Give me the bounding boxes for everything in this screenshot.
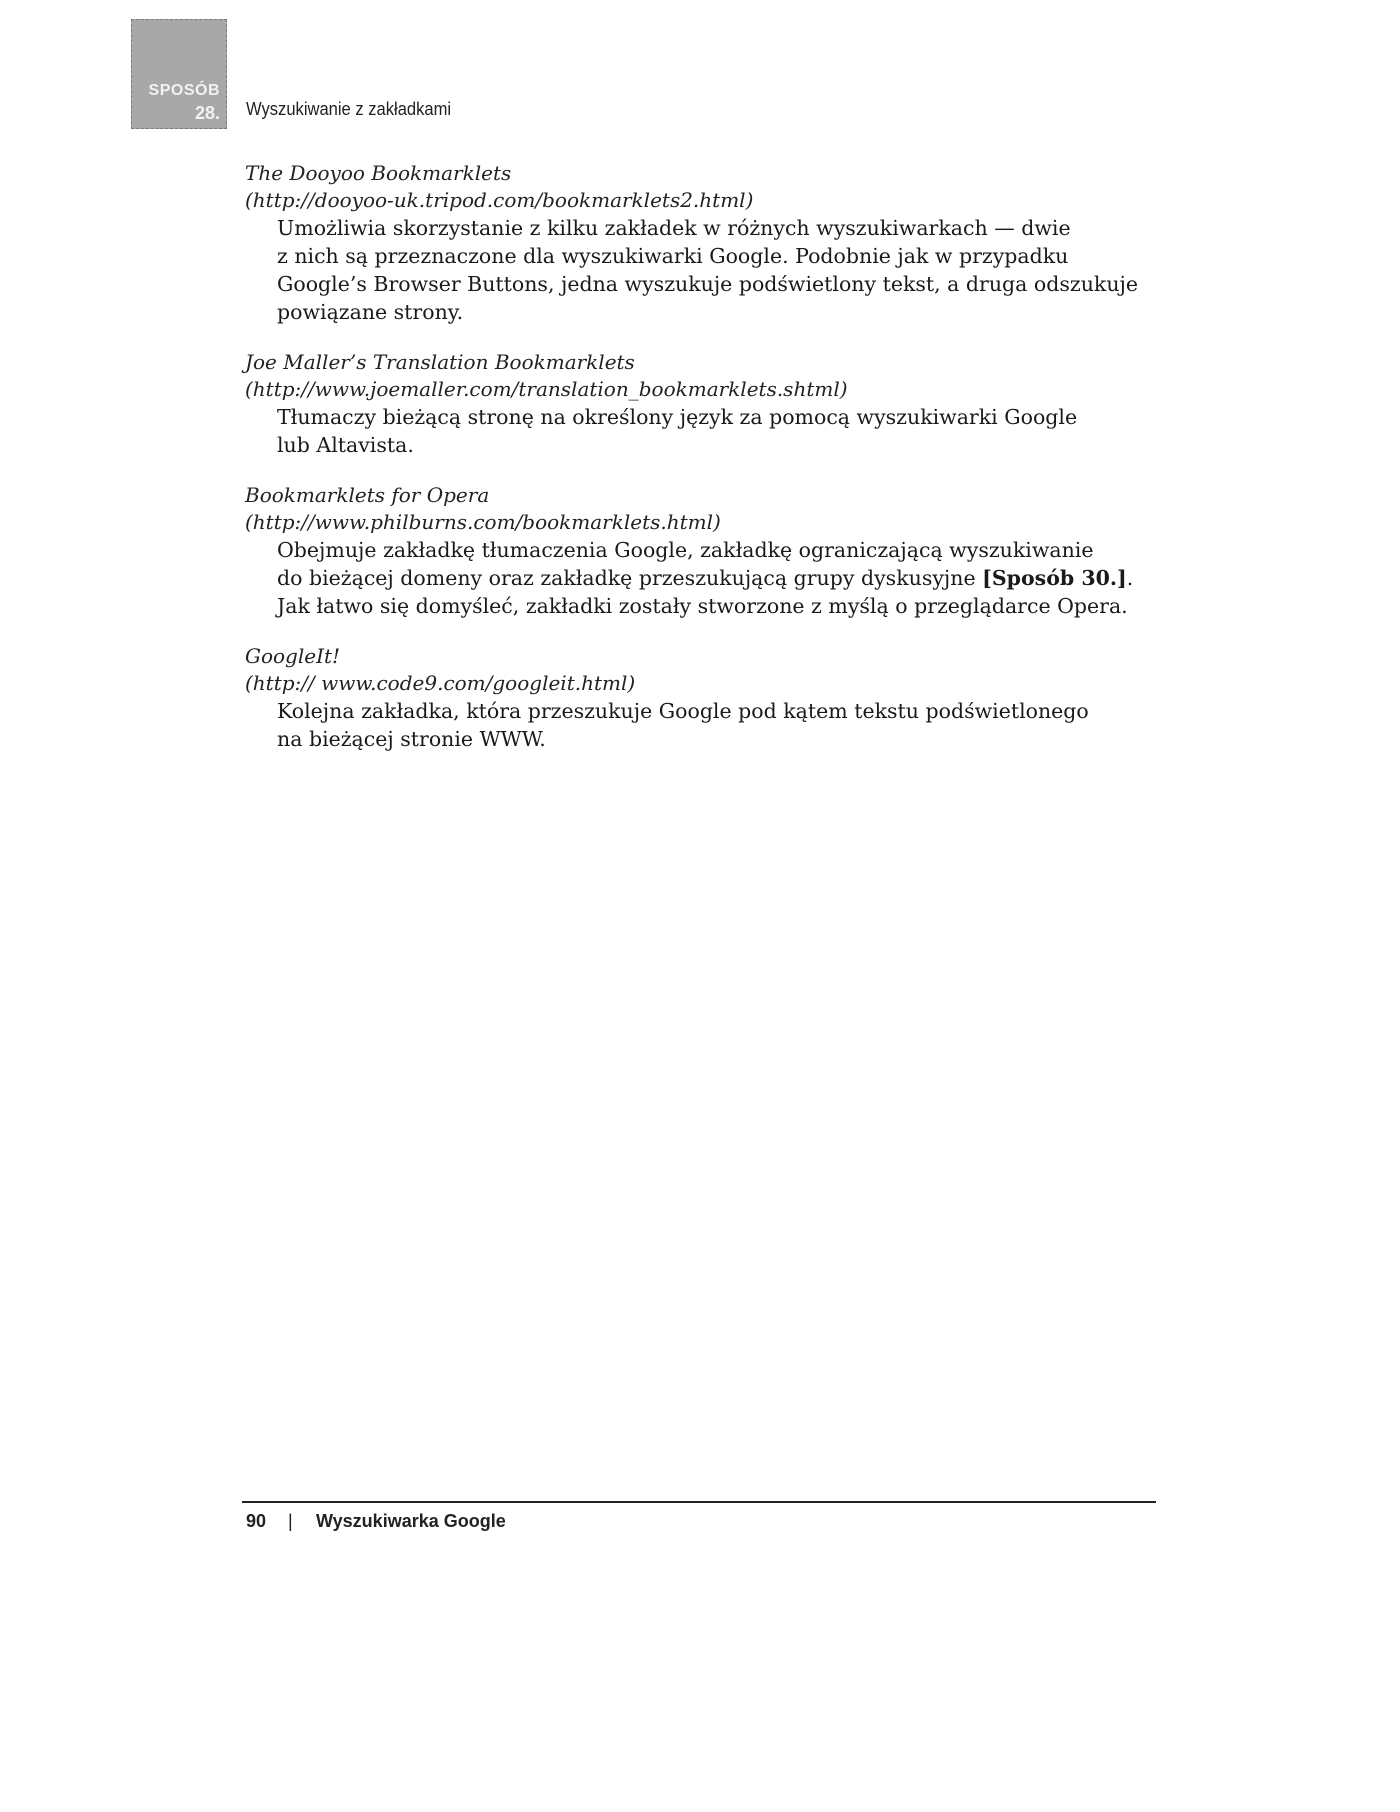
entry-opera [245, 482, 1145, 620]
entry-description [277, 214, 1145, 326]
entry-title: Joe Maller’s Translation Bookmarklets [245, 350, 635, 374]
entry-googleit [245, 643, 1145, 753]
main-content [245, 160, 1145, 776]
description-line: Tłumaczy bieżącą stronę na określony język za pomocą wyszukiwarki Google [277, 405, 1078, 429]
section-tab [131, 19, 227, 129]
entry-description [277, 697, 1145, 753]
entry-joe-maller [245, 349, 1145, 459]
entry-description [277, 536, 1145, 620]
crossref-punctuation: . [1126, 566, 1134, 590]
entry-description [277, 403, 1145, 459]
description-line: Google’s Browser Buttons, jedna wyszukuje podświetlony tekst, a druga odszukuje [277, 272, 1139, 296]
description-line: lub Altavista. [277, 433, 414, 457]
description-line: Obejmuje zakładkę tłumaczenia Google, zakładkę ograniczającą wyszukiwanie [277, 538, 1094, 562]
entry-url[interactable]: (http://www.philburns.com/bookmarklets.html) [245, 510, 721, 534]
running-head-title: Wyszukiwanie z zakładkami [246, 99, 452, 119]
entry-title: GoogleIt! [245, 644, 341, 668]
entry-dooyoo [245, 160, 1145, 326]
description-line: Kolejna zakładka, która przeszukuje Google pod kątem tekstu podświetlonego [277, 699, 1089, 723]
section-tab-label: SPOSÓB [148, 82, 220, 99]
entry-title: The Dooyoo Bookmarklets [245, 161, 512, 185]
description-line: na bieżącej stronie WWW. [277, 727, 546, 751]
page-footer [246, 1511, 506, 1532]
description-line-with-crossref [277, 564, 1145, 592]
entry-title: Bookmarklets for Opera [245, 483, 490, 507]
footer-separator: | [288, 1511, 293, 1531]
footer-rule [242, 1501, 1156, 1503]
description-line: Umożliwia skorzystanie z kilku zakładek w różnych wyszukiwarkach — dwie [277, 216, 1071, 240]
crossref-link[interactable]: [Sposób 30.] [982, 566, 1127, 590]
section-tab-number: 28. [194, 103, 220, 123]
entry-url[interactable]: (http://dooyoo-uk.tripod.com/bookmarklets2.html) [245, 188, 754, 212]
description-line-text: do bieżącej domeny oraz zakładkę przeszukującą grupy dyskusyjne [277, 566, 976, 590]
page-number: 90 [246, 1511, 267, 1531]
description-line: z nich są przeznaczone dla wyszukiwarki Google. Podobnie jak w przypadku [277, 244, 1069, 268]
entry-url[interactable]: (http://www.joemaller.com/translation_bookmarklets.shtml) [245, 377, 848, 401]
book-title: Wyszukiwarka Google [316, 1511, 506, 1531]
description-line: Jak łatwo się domyśleć, zakładki zostały stworzone z myślą o przeglądarce Opera. [277, 594, 1128, 618]
entry-url[interactable]: (http:// www.code9.com/googleit.html) [245, 671, 636, 695]
description-line: powiązane strony. [277, 300, 464, 324]
